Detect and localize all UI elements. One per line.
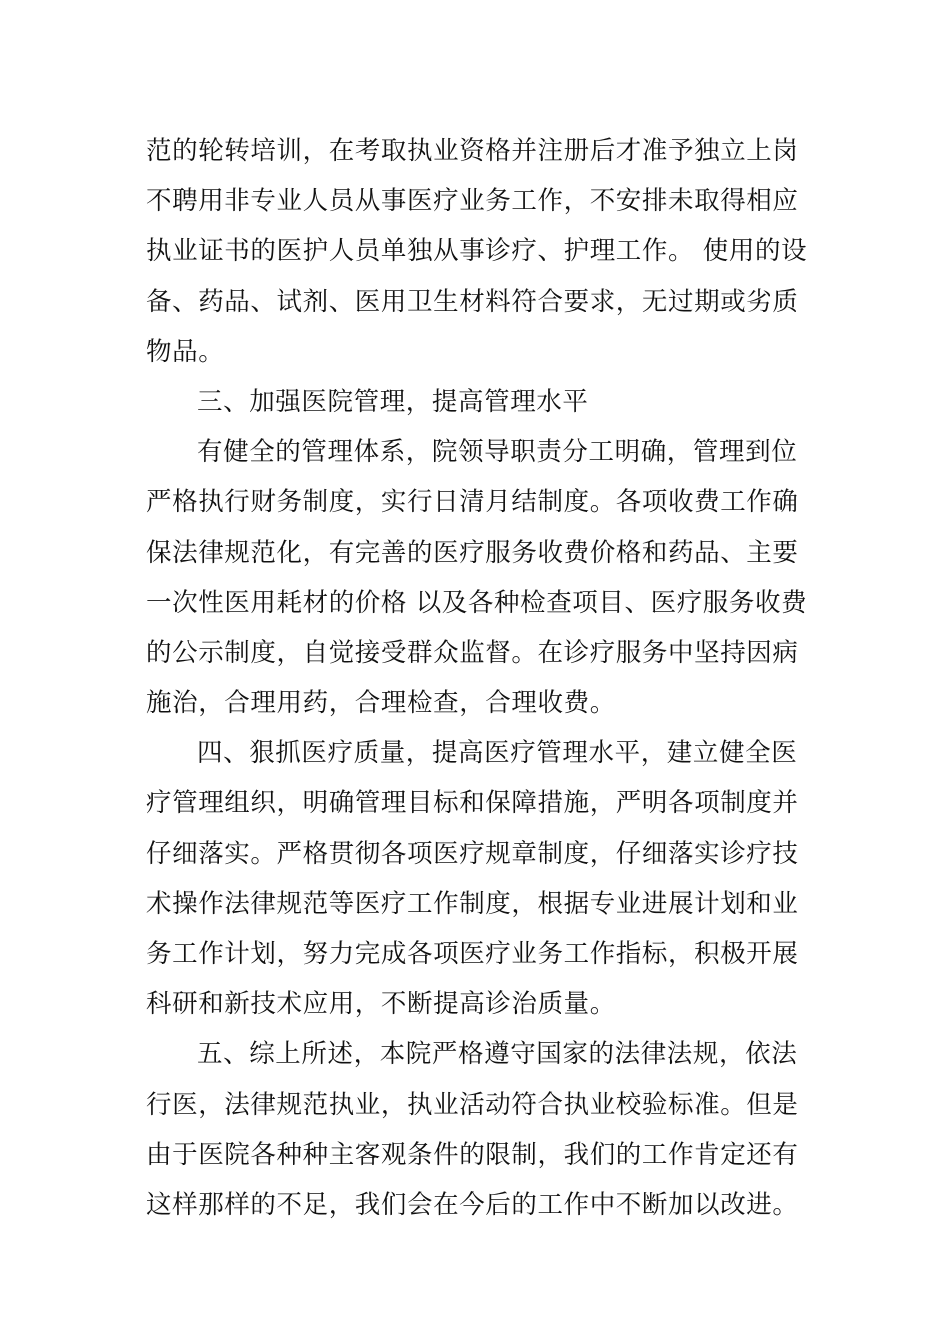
text-line: 施治，合理用药，合理检查，合理收费。 — [146, 688, 616, 719]
text-line: 有健全的管理体系，院领导职责分工明确，管理到位 — [197, 437, 798, 468]
text-line: 执业证书的医护人员单独从事诊疗、护理工作。 使用的设 — [146, 236, 808, 267]
section-paragraph-4: 四、狠抓医疗质量，提高医疗管理水平，建立健全医 — [197, 738, 798, 769]
text-line: 术操作法律规范等医疗工作制度，根据专业进展计划和业 — [146, 888, 799, 919]
text-line: 一次性医用耗材的价格 以及各种检查项目、医疗服务收费 — [146, 587, 808, 618]
text-line: 物品。 — [146, 336, 225, 367]
text-line: 保法律规范化，有完善的医疗服务收费价格和药品、主要 — [146, 537, 799, 568]
text-line: 务工作计划，努力完成各项医疗业务工作指标，积极开展 — [146, 939, 799, 969]
section-heading-3: 三、加强医院管理，提高管理水平 — [197, 386, 589, 417]
text-line: 的公示制度，自觉接受群众监督。在诊疗服务中坚持因病 — [146, 637, 799, 668]
text-line: 疗管理组织，明确管理目标和保障措施，严明各项制度并 — [146, 788, 799, 819]
text-line: 备、药品、试剂、医用卫生材料符合要求，无过期或劣质 — [146, 286, 799, 317]
document-body — [146, 126, 806, 1230]
text-line: 范的轮转培训，在考取执业资格并注册后才准予独立上岗 — [146, 136, 799, 166]
section-paragraph-5: 五、综上所述，本院严格遵守国家的法律法规，依法 — [197, 1039, 798, 1070]
text-line: 行医，法律规范执业，执业活动符合执业校验标准。但是 — [146, 1089, 799, 1120]
text-line: 科研和新技术应用，不断提高诊治质量。 — [146, 989, 616, 1020]
text-line: 严格执行财务制度，实行日清月结制度。各项收费工作确 — [146, 487, 799, 518]
text-line: 由于医院各种种主客观条件的限制，我们的工作肯定还有 — [146, 1139, 799, 1170]
text-line: 这样那样的不足，我们会在今后的工作中不断加以改进。 — [146, 1189, 799, 1220]
text-line: 仔细落实。严格贯彻各项医疗规章制度，仔细落实诊疗技 — [146, 838, 799, 869]
text-line: 不聘用非专业人员从事医疗业务工作，不安排未取得相应 — [146, 186, 799, 217]
